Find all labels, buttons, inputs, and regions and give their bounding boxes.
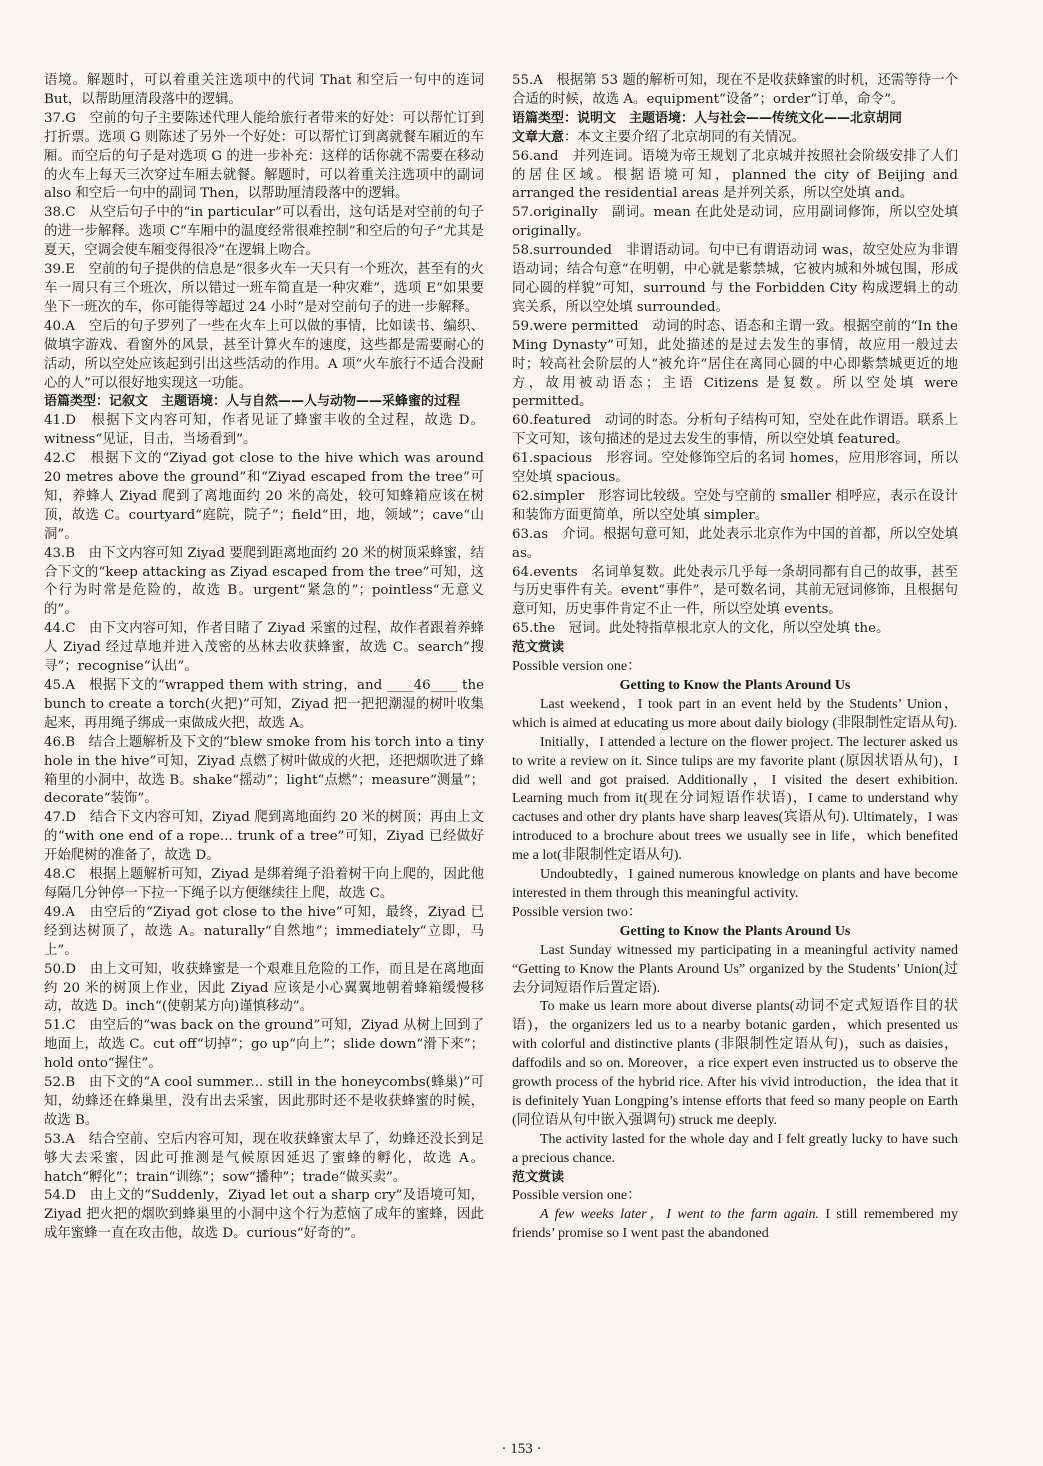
answer-explanation: 58.surrounded 非谓语动词。句中已有谓语动词 was，故空处应为非谓语动词；结合句意“在明朝，中心就是紫禁城，它被内城和外城包围，形成同心圆的样貌”可知，surround 与 the Forbidden City 构成逻辑上的动宾关系，所以空处填 surrounded。 [512, 243, 958, 315]
answer-explanation: 49.A 由空后的“Ziyad got close to the hive”可知，最终，Ziyad 已经到达树顶了，故选 A。naturally“自然地”；immediately“立即，马上”。 [44, 904, 484, 958]
answer-explanation: 42.C 根据下文的“Ziyad got close to the hive which was around 20 metres above the ground”和“Ziyad escaped from the tree”可知，养蜂人 Ziyad 爬到了离地面约 20 米的高处，较可知蜂箱应该在树顶，故选 C。courtyard“庭院，院子”；field“田，地，领域”；cave“山洞”。 [44, 451, 484, 542]
answer-explanation: 65.the 冠词。此处特指草根北京人的文化，所以空处填 the。 [512, 621, 890, 637]
answer-explanation: 41.D 根据下文内容可知，作者见证了蜂蜜丰收的全过程，故选 D。witness“见证，目击，当场看到”。 [44, 413, 484, 448]
left-column [44, 72, 484, 1244]
answer-explanation: 38.C 从空后句子中的“in particular”可以看出，这句话是对空前的句子的进一步解释。选项 C“车厢中的温度经常很难控制”和空后的句子“尤其是夏天，空调会使车厢变得很冷”在逻辑上吻合。 [44, 205, 484, 259]
answer-explanation: 57.originally 副词。mean 在此处是动词，应用副词修饰，所以空处填 originally。 [512, 205, 958, 240]
answer-explanation: 54.D 由上文的“Suddenly，Ziyad let out a sharp cry”及语境可知，Ziyad 把火把的烟吹到蜂巢里的小洞中这个行为惹恼了成年的蜜蜂，因此成年蜜蜂一直在攻击他，故选 D。curious“好奇的”。 [44, 1188, 484, 1242]
summary-label: 文章大意 [512, 129, 565, 145]
answer-explanation: 61.spacious 形容词。空处修饰空后的名词 homes，应用形容词，所以空处填 spacious。 [512, 451, 958, 486]
answer-explanation: 48.C 根据上题解析可知，Ziyad 是绑着绳子沿着树干向上爬的，因此他每隔几分钟停一下拉一下绳子以方便继续往上爬，故选 C。 [44, 867, 484, 901]
answer-explanation: 40.A 空后的句子罗列了一些在火车上可以做的事情，比如读书、编织、做填字游戏、看窗外的风景，甚至计算火车的速度，这些都是需要耐心的活动，所以空处应该起到引出这些活动的作用。A 项“火车旅行不适合没耐心的人”可以很好地实现这一功能。 [44, 318, 484, 391]
answer-explanation: 64.events 名词单复数。此处表示几乎每一条胡同都有自己的故事，甚至与历史事件有关。event“事件”，是可数名词，其前无冠词修饰，且根据句意可知，历史事件肯定不止一件，所以空处填 events。 [512, 564, 958, 618]
answer-explanation: 39.E 空前的句子提供的信息是“很多火车一天只有一个班次，甚至有的火车一周只有三个班次，所以错过一班车简直是一种灾难”，选项 E“如果要坐下一班次的车，你可能得等超过 24 小时”是对空前句子的进一步解释。 [44, 262, 484, 315]
answer-explanation: 63.as 介词。根据句意可知，此处表示北京作为中国的首都，所以空处填 as。 [512, 526, 958, 561]
answer-explanation: 46.B 结合上题解析及下文的“blew smoke from his torch into a tiny hole in the hive”可知，Ziyad 点燃了树叶做成的火把，还把烟吹进了蜂箱里的小洞中，故选 B。shake“摇动”；light“点燃”；measure“测量”；decorate“装饰”。 [44, 734, 484, 807]
answer-explanation: 47.D 结合下文内容可知，Ziyad 爬到离地面约 20 米的树顶；再由上文的“with one end of a rope... trunk of a tree”可知，Ziyad 已经做好开始爬树的准备了，故选 D。 [44, 810, 484, 864]
version-label: Possible version two： [512, 904, 642, 920]
answer-explanation: 语境。解题时，可以着重关注选项中的代词 That 和空后一句中的连词 But，以帮助厘清段落中的逻辑。 [44, 73, 484, 107]
answer-explanation: 56.and 并列连词。语境为帝王规划了北京城并按照社会阶级安排了人们的居住区域。根据语境可知，planned the city of Beijing and arranged the residential areas 是并列关系，所以空处填 and。 [512, 148, 958, 202]
page-number: · 153 · [501, 1441, 542, 1457]
essay-title: Getting to Know the Plants Around Us [619, 923, 851, 939]
right-column [512, 72, 958, 1244]
essay-paragraph: Initially，I attended a lecture on the flower project. The lecturer asked us to write a review on it. Since tulips are my favorite plant (原因状语从句)，I did well and got praised. Additionally，I visited the desert exhibition. Learning much from it(现在分词短语作状语)，I came to understand why cactuses and other dry plants have sharp leaves(宾语从句). Ultimately，I was introduced to a brochure about trees we usually see in life，which benefited me a lot(非限制性定语从句). [512, 734, 958, 864]
section-heading: 范文赏读 [512, 640, 565, 656]
section-heading: 语篇类型：记叙文 主题语境：人与自然——人与动物——采蜂蜜的过程 [44, 394, 461, 410]
italic-lead-sentence: A few weeks later，I went to the farm again. [540, 1207, 820, 1223]
essay-paragraph: The activity lasted for the whole day and I felt greatly lucky to have such a precious chance. [512, 1131, 958, 1166]
answer-explanation: 55.A 根据第 53 题的解析可知，现在不是收获蜂蜜的时机，还需等待一个合适的时候，故选 A。equipment“设备”；order“订单，命令”。 [512, 73, 958, 107]
version-label: Possible version one： [512, 659, 642, 675]
answer-explanation: 45.A 根据下文的“wrapped them with string，and ____46____ the bunch to create a torch(火把)”可知，Ziyad 把一把把潮湿的树叶收集起来，再用绳子绑成一束做成火把，故选 A。 [44, 678, 484, 731]
version-label: Possible version one： [512, 1188, 642, 1204]
summary-text: ：本文主要介绍了北京胡同的有关情况。 [564, 129, 806, 145]
essay-paragraph: To make us learn more about diverse plants(动词不定式短语作目的状语)，the organizers led us to a nearby botanic garden，which presented us with colorful and distinctive plants (非限制性定语从句)，such as daisies，daffodils and so on. Moreover，a rice expert even instructed us to observe the growth process of the hybrid rice. After his vivid introduction，the idea that it is definitely Yuan Longping’s intense efforts that feed so many people on Earth (同位语从句中嵌入强调句) struck me deeply. [512, 999, 958, 1128]
summary-paragraph [512, 129, 958, 148]
answer-explanation: 52.B 由下文的“A cool summer... still in the honeycombs(蜂巢)”可知，幼蜂还在蜂巢里，没有出去采蜜，因此那时还不是收获蜂蜜的时候，故选 B。 [44, 1075, 484, 1128]
answer-explanation: 62.simpler 形容词比较级。空处与空前的 smaller 相呼应，表示在设计和装饰方面更简单，所以空处填 simpler。 [512, 488, 958, 523]
answer-explanation: 37.G 空前的句子主要陈述代理人能给旅行者带来的好处：可以帮忙订到打折票。选项 G 则陈述了另外一个好处：可以帮忙订到离就餐车厢近的车厢。而空后的句子是对选项 G 的进一步补充：这样的话你就不需要在移动的火车上每天三次穿过车厢去就餐。解题时，可以着重关注选项中的副词 also 和空后一句中的副词 Then，以帮助厘清段落中的逻辑。 [44, 110, 484, 202]
answer-explanation: 59.were permitted 动词的时态、语态和主谓一致。根据空前的“In the Ming Dynasty”可知，此处描述的是过去发生的事情，故应用一般过去时；较高社会阶层的人“被允许”居住在离同心圆的中心即紫禁城更近的地方，故用被动语态；主语 Citizens 是复数。所以空处填 were permitted。 [512, 318, 958, 410]
section-heading: 范文赏读 [512, 1169, 565, 1185]
answer-explanation: 50.D 由上文可知，收获蜂蜜是一个艰难且危险的工作，而且是在离地面约 20 米的树顶上作业，因此 Ziyad 应该是小心翼翼地朝着蜂箱缓慢移动，故选 D。inch“(使朝某方向)谨慎移动”。 [44, 961, 484, 1015]
answer-explanation: 44.C 由下文内容可知，作者目睹了 Ziyad 采蜜的过程，故作者跟着养蜂人 Ziyad 经过草地并进入茂密的丛林去收获蜂蜜，故选 C。search“搜寻”；recognise“认出”。 [44, 621, 484, 675]
answer-explanation: 43.B 由下文内容可知 Ziyad 要爬到距离地面约 20 米的树顶采蜂蜜，结合下文的“keep attacking as Ziyad escaped from the tree”可知，这个行为时常是危险的，故选 B。urgent“紧急的”；pointless“无意义的”。 [44, 545, 484, 618]
essay-title: Getting to Know the Plants Around Us [619, 678, 851, 693]
essay-paragraph: Last weekend，I took part in an event held by the Students’ Union，which is aimed at educating us more about daily biology (非限制性定语从句). [512, 696, 958, 731]
essay-paragraph: Last Sunday witnessed my participating in a meaningful activity named “Getting to Know the Plants Around Us” organized by the Students’ Union(过去分词短语作后置定语). [512, 942, 958, 996]
paragraph-text: I still remembered my friends’ promise so I went past the abandoned [512, 1207, 958, 1242]
answer-explanation: 51.C 由空后的“was back on the ground”可知，Ziyad 从树上回到了地面上，故选 C。cut off“切掉”；go up“向上”；slide down“滑下来”；hold onto“握住”。 [44, 1018, 484, 1072]
answer-explanation: 53.A 结合空前、空后内容可知，现在收获蜂蜜太早了，幼蜂还没长到足够大去采蜜，因此可推测是气候原因延迟了蜜蜂的孵化，故选 A。hatch“孵化”；train“训练”；sow“播种”；trade“做买卖”。 [44, 1131, 484, 1185]
answer-explanation: 60.featured 动词的时态。分析句子结构可知，空处在此作谓语。联系上下文可知，该句描述的是过去发生的事情，所以空处填 featured。 [512, 413, 958, 448]
essay-paragraph: Undoubtedly，I gained numerous knowledge on plants and have become interested in them through this meaningful activity. [512, 867, 958, 901]
section-heading: 语篇类型：说明文 主题语境：人与社会——传统文化——北京胡同 [512, 110, 903, 126]
essay-paragraph [512, 1206, 958, 1244]
